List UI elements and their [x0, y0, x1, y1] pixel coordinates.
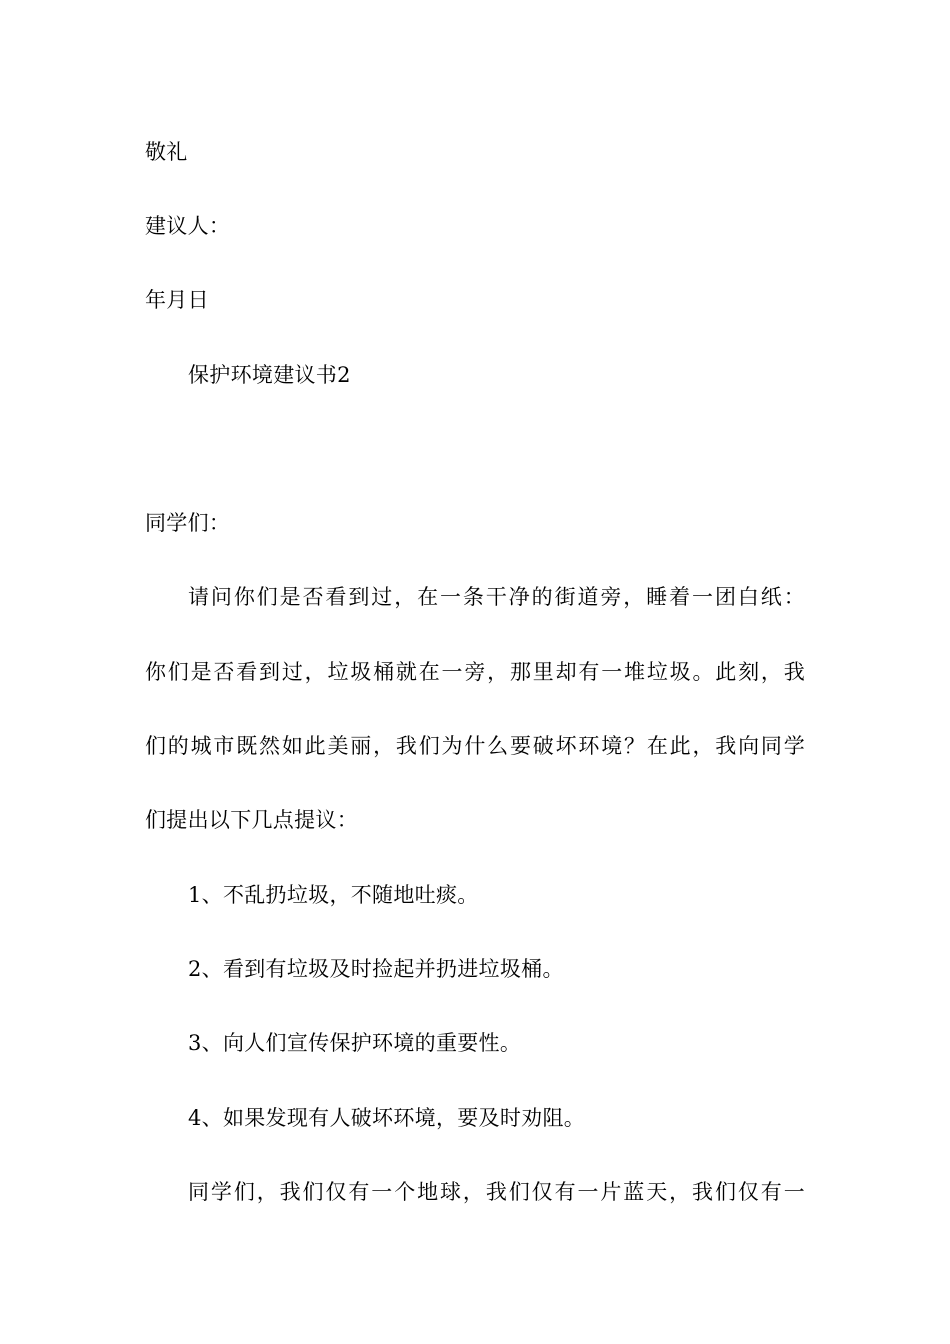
paragraph-line: 同学们，我们仅有一个地球，我们仅有一片蓝天，我们仅有一	[188, 1180, 805, 1204]
closing-signer: 建议人：	[145, 214, 231, 238]
paragraph-line: 们提出以下几点提议：	[145, 808, 358, 832]
paragraph-line: 你们是否看到过，垃圾桶就在一旁，那里却有一堆垃圾。此刻，我	[145, 660, 805, 684]
closing-salutation: 敬礼	[145, 140, 188, 164]
greeting: 同学们：	[145, 511, 231, 535]
suggestion-item: 2、看到有垃圾及时捡起并扔进垃圾桶。	[188, 957, 564, 981]
paragraph-line: 们的城市既然如此美丽，我们为什么要破坏环境？在此，我向同学	[145, 734, 805, 758]
closing-date: 年月日	[145, 288, 209, 312]
paragraph-line: 请问你们是否看到过，在一条干净的街道旁，睡着一团白纸：	[188, 585, 805, 609]
suggestion-item: 1、不乱扔垃圾，不随地吐痰。	[188, 883, 479, 907]
suggestion-item: 3、向人们宣传保护环境的重要性。	[188, 1031, 522, 1055]
suggestion-item: 4、如果发现有人破坏环境，要及时劝阻。	[188, 1106, 586, 1130]
section-title: 保护环境建议书2	[188, 363, 351, 387]
